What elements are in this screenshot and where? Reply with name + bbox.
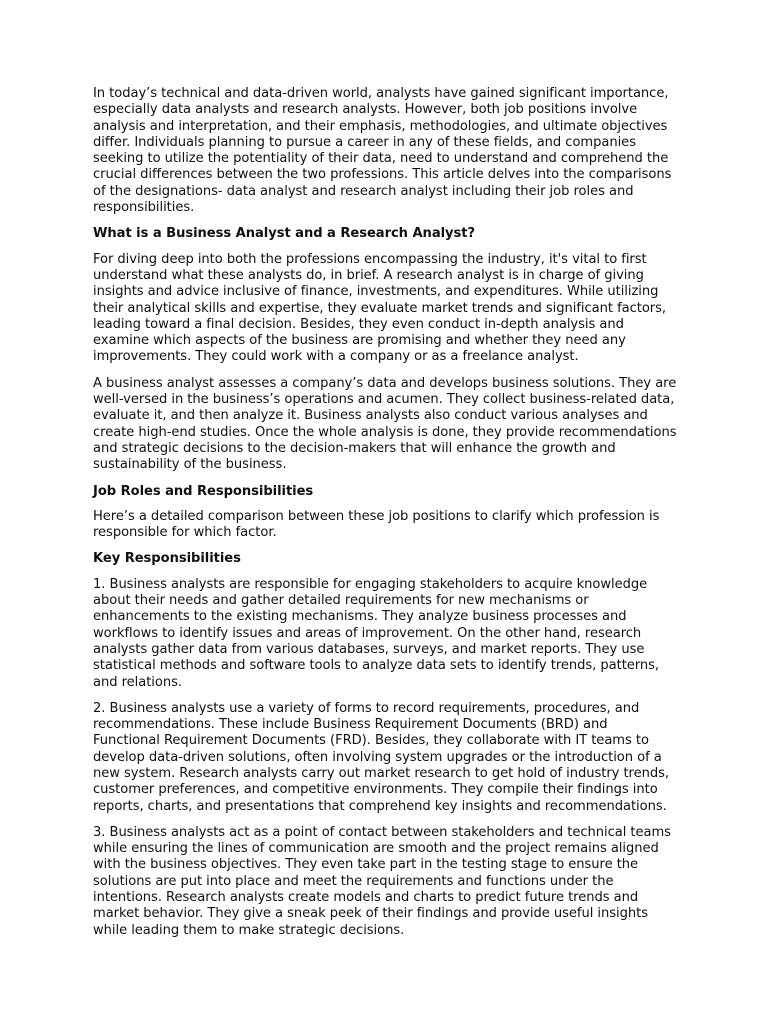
heading-key-responsibilities: Key Responsibilities: [93, 551, 241, 567]
paragraph-research-analyst: For diving deep into both the professions encompassing the industry, it's vital to first understand what these analysts do, in brief. A research analyst is in charge of giving insights and advice inclusive of finance, investments, and expenditures. While utilizing their analytical skills and expertise, they evaluate market trends and significant factors, leading toward a final decision. Besides, they even conduct in-depth analysis and examine which aspects of the business are promising and whether they need any improvements. They could work with a company or as a freelance analyst.: [93, 251, 667, 365]
responsibility-item-1: 1. Business analysts are responsible for engaging stakeholders to acquire knowledge about their needs and gather detailed requirements for new mechanisms or enhancements to the existing mechanisms. They analyze business processes and workflows to identify issues and areas of improvement. On the other hand, research analysts gather data from various databases, surveys, and market reports. They use statistical methods and software tools to analyze data sets to identify trends, patterns, and relations.: [93, 576, 660, 690]
heading-what-is: What is a Business Analyst and a Research Analyst?: [93, 226, 476, 242]
heading-job-roles: Job Roles and Responsibilities: [93, 483, 314, 499]
responsibility-item-2: 2. Business analysts use a variety of forms to record requirements, procedures, and recommendations. These include Business Requirement Documents (BRD) and Functional Requirement Documents (FRD). Besides, they collaborate with IT teams to develop data-driven solutions, often involving system upgrades or the introduction of a new system. Research analysts carry out market research to get hold of industry trends, customer preferences, and competitive environments. They compile their findings into reports, charts, and presentations that comprehend key insights and recommendations.: [93, 700, 669, 814]
responsibility-item-3: 3. Business analysts act as a point of contact between stakeholders and technical teams while ensuring the lines of communication are smooth and the project remains aligned with the business objectives. They even take part in the testing stage to ensure the solutions are put into place and meet the requirements and functions under the intentions. Research analysts create models and charts to predict future trends and market behavior. They give a sneak peek of their findings and provide useful insights while leading them to make strategic decisions.: [93, 824, 671, 938]
paragraph-job-roles: Here’s a detailed comparison between these job positions to clarify which profession is responsible for which factor.: [93, 508, 660, 541]
intro-paragraph: In today’s technical and data-driven world, analysts have gained significant importance, especially data analysts and research analysts. However, both job positions involve analysis and interpretation, and their emphasis, methodologies, and ultimate objectives differ. Individuals planning to pursue a career in any of these fields, and companies seeking to utilize the potentiality of their data, need to understand and comprehend the crucial differences between the two professions. This article delves into the comparisons of the designations- data analyst and research analyst including their job roles and responsibilities.: [93, 86, 672, 216]
paragraph-business-analyst: A business analyst assesses a company’s data and develops business solutions. They are well-versed in the business’s operations and acumen. They collect business-related data, evaluate it, and then analyze it. Business analysts also conduct various analyses and create high-end studies. Once the whole analysis is done, they provide recommendations and strategic decisions to the decision-makers that will enhance the growth and sustainability of the business.: [93, 375, 677, 473]
document-body: [93, 86, 678, 949]
